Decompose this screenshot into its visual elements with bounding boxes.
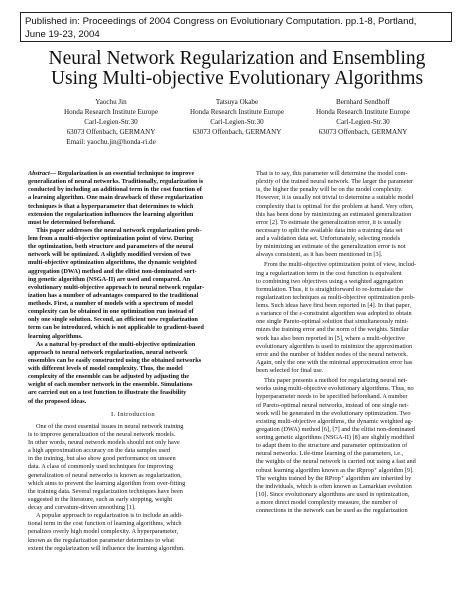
abstract-line: evolutionary multi-objective approach to neural network regular- [28, 283, 205, 291]
abstract-line: network will be optimized. A slightly modified version of two [28, 251, 191, 259]
body-line: mizes the training error and the norm of the weights. Similar [256, 326, 409, 334]
body-line: complexity that is optimal for the problem at hand. Very often, [256, 202, 414, 210]
author-name: Yaochu Jin [95, 98, 127, 106]
abstract-line: the optimization, both structure and parameters of the neural [28, 243, 194, 251]
abstract-line: complexity of the ensemble can be adjusted by adjusting the [28, 373, 190, 381]
publication-line-1: Published in: Proceedings of 2004 Congress on Evolutionary Computation. pp.1-8, Portland, [25, 16, 417, 27]
abstract-paragraph-2 [28, 227, 238, 341]
author-affiliation: Honda Research Institute Europe [316, 108, 410, 116]
abstract-text: Regularization is an essential technique to improve [56, 170, 195, 177]
author-block-3 [288, 97, 438, 137]
body-paragraph-3 [256, 377, 466, 515]
section-heading-introduction: I. Introduction [110, 410, 156, 418]
abstract-line: generalization of neural networks. Traditionally, regularization is [28, 178, 204, 186]
body-line: plexity of the trained neural network. The larger the parameter [256, 178, 414, 186]
left-column [28, 170, 238, 553]
abstract-line: As a natural by-product of the multi-objective optimization [36, 340, 196, 348]
body-line: gregation (DWA) method [6], [7] and the elitist non-dominated [256, 425, 415, 433]
body-line: a more direct model complexity measure, the number of [256, 499, 398, 506]
body-line: of Pareto-optimal neural networks, instead of one single net- [256, 401, 409, 409]
body-line: evolutionary algorithm is used to minimize the approximation [256, 342, 413, 350]
abstract-line: conducted by including an additional term in the cost function of [28, 186, 202, 194]
paper-title-line-2: Using Multi-objective Evolutionary Algorithms [50, 68, 424, 89]
body-line: However, it is usually not trivial to determine a suitable model [256, 194, 414, 202]
abstract-line: term can be introduced, which is not applicable to gradient-based [28, 324, 204, 332]
body-line: work will be generated in the evolutionary optimization. Two [256, 409, 411, 417]
body-line: The weights trained by the RProp⁺ algorithm are inherited by [256, 474, 412, 482]
body-line: penalizes overly high model complexity. A hyperparameter, [28, 528, 179, 536]
abstract-line: a learning algorithm. One main drawback of these regularization [28, 194, 203, 202]
abstract-line: ensembles can be easily constructed using the obtained networks [28, 356, 202, 364]
author-street: Carl-Legien-Str.30 [336, 118, 390, 126]
abstract-line: lem from a multi-objective optimization point of view. During [28, 235, 194, 242]
body-line: neural networks. Life-time learning of the parameters, i.e., [256, 450, 404, 458]
body-line: to combining two objectives using a weighted aggregation [256, 277, 404, 285]
body-line: works using multi-objective evolutionary algorithms. Thus, no [256, 385, 414, 393]
author-street: Carl-Legien-Str.30 [210, 118, 264, 126]
abstract-line: extension the regularization influences the learning algorithm [28, 210, 194, 218]
body-line: A popular approach to regularization is to include an addi- [36, 512, 184, 520]
body-line: hyperparameter needs to be specified beforehand. A number [256, 393, 408, 401]
abstract-paragraph-1 [28, 170, 238, 227]
body-line: error [2]. To estimate the generalization error, it is usually [256, 218, 402, 226]
abstract-line [28, 170, 238, 178]
body-line: one single Pareto-optimal solution that simultaneously mini- [256, 318, 409, 326]
body-line: necessary to split the available data into a training data set [256, 226, 403, 234]
body-line: error and the number of hidden nodes of the neural network. [256, 350, 408, 358]
body-line: robust learning algorithm known as the iRprop⁺ algorithm [9]. [256, 466, 414, 474]
intro-paragraph-1 [28, 423, 238, 512]
abstract-line: techniques is that a hyperparameter that determines to which [28, 202, 194, 210]
publication-info-box [20, 12, 452, 42]
body-line: and a validation data set. Unfortunately, selecting models [256, 235, 401, 242]
body-line: Again, only the one with the minimal approximation error has [256, 358, 413, 366]
author-city: 63073 Offenbach, GERMANY [318, 128, 408, 136]
paper-title-line-1: Neural Network Regularization and Ensembling [48, 48, 426, 69]
abstract-line: aggregation (DWA) method and the elitist non-dominated sort- [28, 267, 197, 275]
body-line: That is to say, this parameter will determine the model com- [256, 170, 408, 177]
intro-paragraph-2 [28, 512, 238, 553]
abstract-line: multi-objective optimization algorithms, the dynamic weighted [28, 259, 197, 267]
author-affiliation: Honda Research Institute Europe [190, 108, 284, 116]
body-line: lems. Such ideas have first been reported in [4]. In that paper, [256, 302, 412, 309]
body-line: by minimizing an estimate of the generalization error is not [256, 243, 406, 251]
body-paragraph-1 [256, 170, 466, 259]
body-line: been selected for final use. [256, 367, 324, 374]
body-paragraph-2 [256, 261, 466, 375]
abstract-line: ing genetic algorithm (NSGA-II) are used and compared. An [28, 275, 191, 283]
author-street: Carl-Legien-Str.30 [84, 118, 138, 126]
body-line: work has also been reported in [5], where a multi-objective [256, 334, 405, 342]
abstract-line: ization has a number of advantages compared to the traditional [28, 291, 199, 299]
abstract-line: of the proposed ideas. [28, 397, 87, 405]
author-name: Tatsuya Okabe [215, 98, 259, 106]
body-line: suggested in the literature, such as early stopping, weight [28, 495, 173, 503]
body-line: is to improve generalization of the neural network models. [28, 430, 176, 438]
body-line: data. A class of commonly used techniques for improving [28, 463, 173, 471]
body-line: extent the regularization will influence the learning algorithm. [28, 544, 185, 552]
body-line: the weights of the neural network is carried out using a fast and [256, 458, 416, 466]
body-line: in the training, but also show good performance on unseen [28, 455, 176, 463]
author-city: 63073 Offenbach, GERMANY [192, 128, 282, 136]
body-line: this has been done by minimizing an estimated generalization [256, 210, 412, 218]
body-line: generalization of neural networks is known as regularization, [28, 471, 182, 479]
body-line: formulation. Thus, it is straightforward to re-formulate the [256, 285, 403, 293]
abstract-line: methods. First, a number of models with a spectrum of model [28, 300, 193, 307]
author-name: Bernhard Sendhoff [335, 98, 391, 106]
abstract-line: only one single solution. Second, an efficient new regularization [28, 316, 198, 324]
body-line: regularization techniques as multi-objective optimization prob- [256, 293, 415, 301]
body-line: a variance of the ε-constraint algorithm was adopted to obtain [256, 310, 412, 318]
body-line: a high approximation accuracy on the data samples used [28, 447, 170, 455]
body-line: From the multi-objective optimization point of view, includ- [264, 261, 417, 269]
abstract-line: are carried out on a test function to illustrate the feasibility [28, 389, 187, 397]
body-line: [10]. Since evolutionary algorithms are used in optimization, [256, 490, 410, 498]
abstract-line: must be determined beforehand. [28, 218, 116, 226]
abstract-label: Abstract— [28, 170, 56, 177]
body-line: connections in the network can be used as the regularization [256, 507, 408, 515]
body-line: existing multi-objective algorithms, the dynamic weighted ag- [256, 417, 413, 425]
publication-line-2: June 19-23, 2004 [25, 29, 100, 40]
abstract-line: This paper addresses the neural network regularization prob- [36, 226, 202, 234]
body-line: to adapt them to the structure and parameter optimization of [256, 442, 408, 450]
body-line: the training data. Several regularization techniques have been [28, 487, 183, 495]
body-line: sorting genetic algorithms (NSGA-II) [8] are slightly modified [256, 434, 414, 441]
body-line: is, the higher the penalty will be on the model complexity. [256, 186, 403, 194]
body-line: decay and curvature-driven smoothing [1]. [28, 504, 136, 511]
right-column [256, 170, 466, 515]
abstract-line: learning algorithms. [28, 332, 83, 340]
author-email: Email: yaochu.jin@honda-ri.de [66, 138, 156, 146]
author-city: 63073 Offenbach, GERMANY [66, 128, 156, 136]
body-line: ing a regularization term in the cost function is equivalent [256, 269, 402, 277]
body-line: which aims to prevent the learning algorithm from over-fitting [28, 479, 186, 487]
body-line: known as the regularization parameter determines to what [28, 536, 174, 544]
body-line: This paper presents a method for regularizing neural net- [264, 377, 408, 385]
abstract-line: complexity can be obtained in one optimization run instead of [28, 308, 194, 316]
abstract-line: approach to neural network regularization, neural network [28, 348, 188, 356]
body-line: always consistent, as it has been mentioned in [3]. [256, 251, 383, 259]
body-line: the individuals, which is often known as Lamarkian evolution [256, 482, 412, 490]
body-line: tional term in the cost function of learning algorithms, which [28, 520, 182, 528]
abstract-line: with different levels of model complexity. Thus, the model [28, 365, 183, 372]
abstract-line: weight of each member network in the ensemble. Simulations [28, 381, 193, 389]
author-affiliation: Honda Research Institute Europe [64, 108, 158, 116]
body-line: One of the most essential issues in neural network training [36, 422, 184, 430]
abstract-paragraph-3 [28, 341, 238, 406]
body-line: In other words, neural network models should not only have [28, 439, 180, 446]
